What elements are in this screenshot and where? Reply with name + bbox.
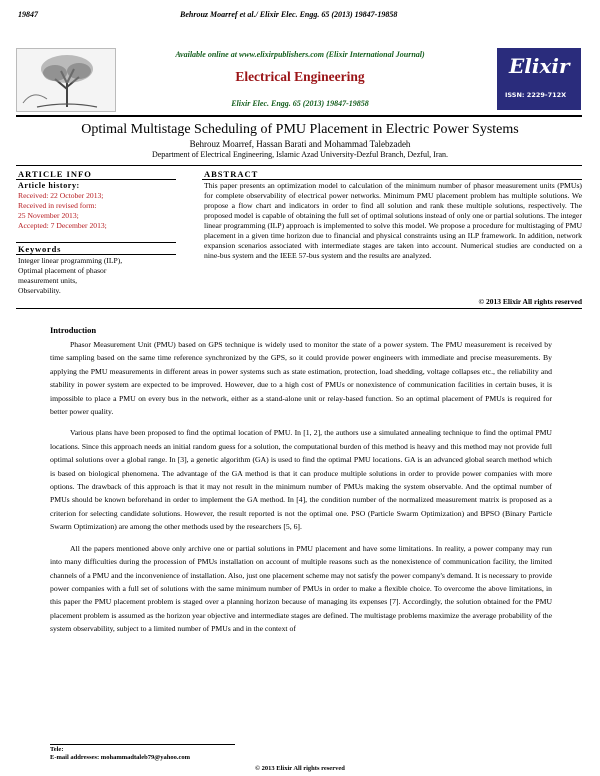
- footer-copyright: © 2013 Elixir All rights reserved: [255, 765, 345, 772]
- history-line: Received: 22 October 2013;: [18, 191, 104, 200]
- body-paragraph: Various plans have been proposed to find the optimal location of PMU. In [1, 2], the authors use a simulated annealing technique to find the optimal PMU locations. Since this approach needs an initial random guess for a solution, the computational burden of this method is heavy and this method may not provide full optimal solutions over a global range. In [3], a genetic algorithm (GA) is used to find the optimal PMU locations. GA is an advanced global search method which is based on biological phenomena. The advantage of the GA method is that it can produce multiple solutions in order to provide power companies with more options. The drawback of this approach is that it may not result in the minimum number of PMUs making the system observable. And the optimal number of PMUs should be known beforehand in order to implement the GA method. In [4], the condition number of the normalized measurement matrix is proposed as a criterion for selecting candidate solutions. However, the result reported is not the optimal one. PSO (Particle Swarm Optimization) and BPSO (Binary Particle Swarm Optimization) are among the other methods used by the researchers [5, 6].: [50, 428, 552, 532]
- abstract-heading: ABSTRACT: [204, 169, 259, 179]
- paper-authors: Behrouz Moarref, Hassan Barati and Mohammad Talebzadeh: [189, 139, 411, 149]
- abstract-text: This paper presents an optimization model to calculation of the minimum number of phasor measurement units (PMUs) for complete observability of electrical power networks. Minimum PMU placement problem has multiple solutions. We propose a flow chart and indicators in order to find all solution and rank these multiple solutions, respectively. The proposed model is capable of obtaining the full set of optimal solutions instead of only one or partial solutions. The integer linear programming (ILP) approach is implemented to solve this model. We propose a procedure for multistaging of PMU placement in a given time horizon due to financial and physical constraints using an ILP framework. In addition, network expansion scenarios associated with intermediate stages are taken into account. Numerical studies are conducted on a nine-bus system and the IEEE 57-bus system and the results are analyzed.: [204, 181, 582, 260]
- journal-citation: Elixir Elec. Engg. 65 (2013) 19847-19858: [231, 99, 369, 108]
- footnote-tele: Tele:: [50, 746, 64, 753]
- introduction-heading: Introduction: [50, 325, 97, 335]
- introduction-body: [50, 338, 552, 644]
- article-history: [18, 191, 107, 231]
- keyword: measurement units,: [18, 276, 78, 285]
- history-line: 25 November 2013;: [18, 211, 79, 220]
- abstract-copyright: © 2013 Elixir All rights reserved: [478, 297, 582, 306]
- online-availability: Available online at www.elixirpublishers.com (Elixir International Journal): [175, 50, 425, 59]
- elixir-badge: [497, 48, 581, 110]
- abstract-rule: [202, 179, 582, 180]
- keywords-list: [18, 256, 122, 296]
- body-paragraph: All the papers mentioned above only archive one or partial solutions in PMU placement and have some limitations. In reality, a power company may run into many difficulties during the procession of PMUs installation on account of multiple reasons such as the nonexistence of communication facility, the limited channels of a PMU and the inconvenience of installation. Also, just one placement scheme may not satisfy the power company's demand. It is necessary to provide power companies with a full set of solutions with the same minimum number of PMUs in order to make a flexible choice. To overcome the above limitations, in this paper the PMU placement problem is staged over a planning horizon because of managing its expenses [7]. Accordingly, the solution obtained for the PMU placement problem is assumed as the horizon year objective and intermediate stages are defined. The multistage problems maximize the average probability of the system observability, subject to a limited number of PMUs and in the context of: [50, 543, 552, 634]
- paper-title: Optimal Multistage Scheduling of PMU Placement in Electric Power Systems: [81, 122, 519, 137]
- keywords-heading: Keywords: [18, 244, 62, 254]
- footnote-email: E-mail addresses: mohammadtaleb79@yahoo.com: [50, 754, 191, 761]
- abstract-end-rule: [16, 308, 582, 309]
- keyword: Integer linear programming (ILP),: [18, 256, 123, 265]
- elixir-logo-word: Elixir: [509, 54, 570, 78]
- keyword: Observability.: [18, 286, 61, 295]
- title-rule: [16, 165, 582, 166]
- journal-name: Electrical Engineering: [235, 69, 365, 84]
- paper-affiliation: Department of Electrical Engineering, Islamic Azad University-Dezful Branch, Dezful, Iran.: [151, 150, 449, 159]
- keywords-rule-top: [16, 242, 176, 243]
- article-info-rule: [16, 179, 176, 180]
- keywords-rule: [16, 254, 176, 255]
- body-paragraph: Phasor Measurement Unit (PMU) based on GPS technique is widely used to monitor the state of a power system. The PMU measurement is received by time sampling based on the same time reference synchronized by the GPS, so it could provide power engineers with immediate and precise measurements. By applying the PMU measurements in different areas in power systems such as state estimation, protection, load shedding, voltage collapses etc., the reliability and stability in power system are expected to be improved. However, due to a high cost of PMUs or nonexistence of communication facilities in certain buses, it is impossible to place a PMU on every bus in the network, either as a stand-alone unit or relay-based function. So an optimal placement of PMUs is required for better power quality.: [50, 340, 552, 417]
- header-rule: [16, 115, 582, 117]
- article-info-heading: ARTICLE INFO: [18, 169, 92, 179]
- footnote-rule: [50, 744, 235, 745]
- issn: ISSN: 2229-712X: [505, 91, 567, 99]
- article-history-heading: Article history:: [18, 181, 80, 190]
- page-number: 19847: [18, 10, 38, 19]
- keyword: Optimal placement of phasor: [18, 266, 107, 275]
- history-line: Accepted: 7 December 2013;: [18, 221, 107, 230]
- running-head: Behrouz Moarref et al./ Elixir Elec. Engg. 65 (2013) 19847-19858: [180, 10, 398, 19]
- history-line: Received in revised form:: [18, 201, 97, 210]
